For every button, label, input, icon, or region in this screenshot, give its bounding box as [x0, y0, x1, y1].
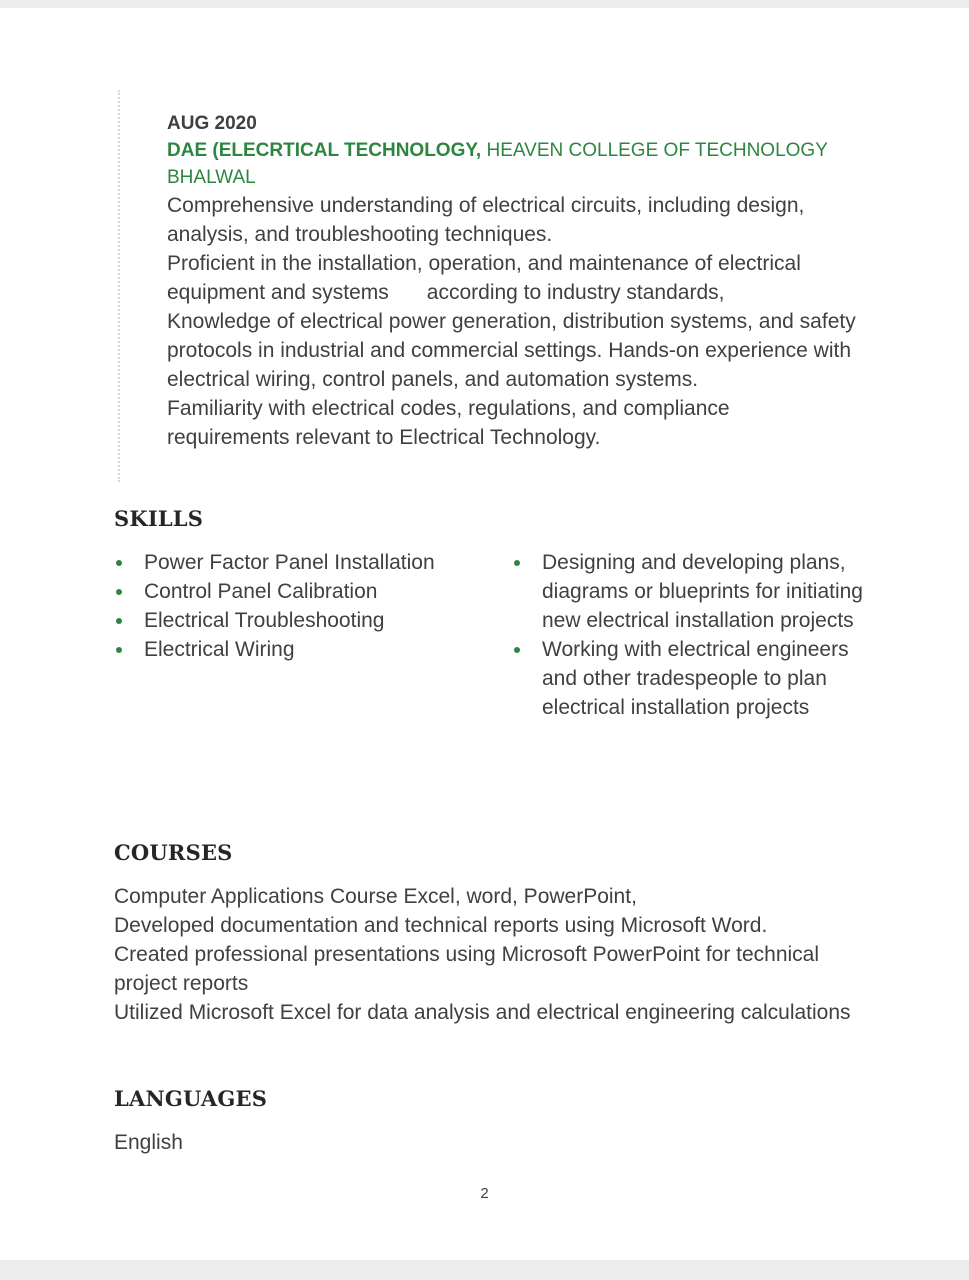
courses-body: [114, 882, 874, 1027]
skill-item: Control Panel Calibration: [114, 577, 494, 606]
education-line: Comprehensive understanding of electrical circuits, including design, analysis, and troubleshooting techniques.: [167, 194, 805, 246]
course-line: Computer Applications Course Excel, word, PowerPoint,: [114, 885, 637, 908]
skill-item: Electrical Troubleshooting: [114, 606, 494, 635]
timeline-dotted-rule: [118, 90, 120, 482]
education-date: AUG 2020: [167, 113, 257, 134]
education-description: [167, 191, 857, 452]
skill-item: Power Factor Panel Installation: [114, 548, 494, 577]
education-line: Familiarity with electrical codes, regulations, and compliance requirements relevant to Electrical Technology.: [167, 397, 730, 449]
skill-item: Designing and developing plans, diagrams or blueprints for initiating new electrical installation projects: [512, 548, 872, 635]
page-number: 2: [480, 1185, 489, 1202]
course-line: Created professional presentations using Microsoft PowerPoint for technical project reports: [114, 943, 820, 995]
education-institution: HEAVEN COLLEGE OF TECHNOLOGY BHALWAL: [167, 140, 828, 188]
education-line: [167, 249, 857, 307]
course-line: Developed documentation and technical reports using Microsoft Word.: [114, 914, 768, 937]
education-degree-line: [167, 137, 857, 191]
languages-body: [114, 1128, 874, 1157]
education-line: Knowledge of electrical power generation, distribution systems, and safety protocols in industrial and commercial settings. Hands-on experience with electrical wiring, control panels, and automation systems.: [167, 310, 856, 391]
skill-item: Electrical Wiring: [114, 635, 494, 664]
education-line-part: Proficient in the installation, operation, and maintenance of electrical equipment and systems: [167, 252, 801, 304]
education-body: [167, 110, 857, 452]
education-degree: DAE (ELECRTICAL TECHNOLOGY,: [167, 140, 482, 161]
language-item: English: [114, 1131, 183, 1154]
education-line-part: according to industry standards,: [426, 281, 725, 304]
courses-heading: COURSES: [114, 840, 233, 865]
skills-column-right: [512, 548, 872, 722]
languages-heading: LANGUAGES: [114, 1086, 268, 1111]
course-line: Utilized Microsoft Excel for data analysis and electrical engineering calculations: [114, 1001, 851, 1024]
document-page: [0, 8, 969, 1260]
skill-item: Working with electrical engineers and other tradespeople to plan electrical installation projects: [512, 635, 872, 722]
skills-column-left: [114, 548, 494, 664]
skills-heading: SKILLS: [114, 506, 204, 531]
education-entry: [118, 90, 858, 482]
